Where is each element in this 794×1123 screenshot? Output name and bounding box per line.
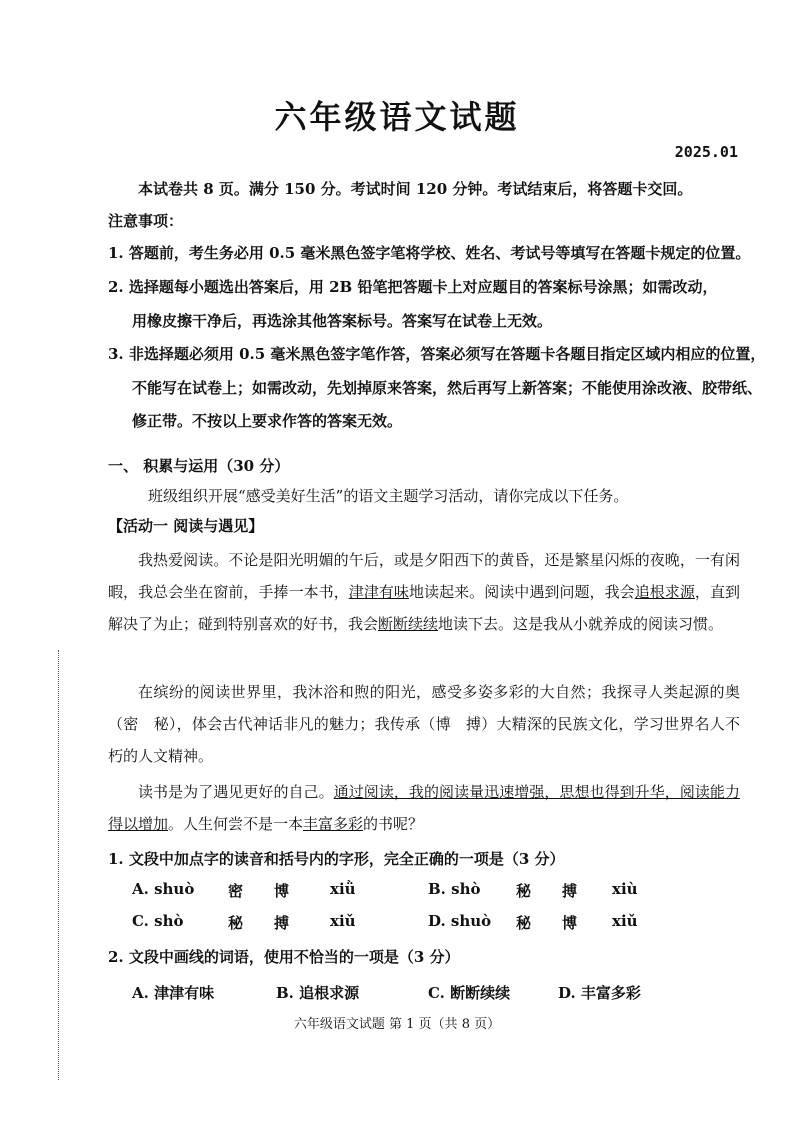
option-d-char-2: 博	[562, 914, 578, 932]
option-a-char-1: 密	[228, 882, 244, 900]
option-b: B. 追根求源	[276, 984, 360, 1002]
note-item-2-cont: 用橡皮擦干净后，再选涂其他答案标号。答案写在试卷上无效。	[132, 312, 553, 330]
note-item-3-cont-1: 不能写在试卷上；如需改动，先划掉原来答案，然后再写上新答案；不能使用涂改液、胶带纸、	[132, 379, 763, 397]
question-2-stem: 2. 文段中画线的词语，使用不恰当的一项是（3 分）	[108, 948, 460, 966]
option-d-pinyin: D. shuò	[428, 912, 492, 930]
option-c-pinyin: C. shò	[132, 912, 184, 930]
passage-paragraph-2: 在缤纷的阅读世界里，我沐浴和煦的阳光，感受多姿多彩的大自然；我探寻人类起源的奥（密 秘），体会古代神话非凡的魅力；我传承（博 搏）大精深的民族文化，学习世界名人不朽的人文精神。	[108, 683, 740, 765]
option-b-char-2: 搏	[562, 882, 578, 900]
passage-paragraph-3: 读书是为了遇见更好的自己。通过阅读，我的阅读量迅速增强，思想也得到升华，阅读能力得以增加。人生何尝不是一本丰富多彩的书呢？	[108, 783, 740, 833]
passage-paragraph-1: 我热爱阅读。不论是阳光明媚的午后，或是夕阳西下的黄昏，还是繁星闪烁的夜晚，一有闲暇，我总会坐在窗前，手捧一本书，津津有味地读起来。阅读中遇到问题，我会追根求源，直到解决了为止；碰到特别喜欢的好书，我会断断续续地读下去。这是我从小就养成的阅读习惯。	[108, 551, 740, 633]
underlined-phrase-3: 断断续续	[378, 615, 439, 633]
section-lead: 班级组织开展“感受美好生活”的语文主题学习活动，请你完成以下任务。	[148, 487, 629, 505]
option-d: D. 丰富多彩	[558, 984, 641, 1002]
page-footer: 六年级语文试题 第 1 页（共 8 页）	[293, 1017, 501, 1032]
exam-intro: 本试卷共 8 页。满分 150 分。考试时间 120 分钟。考试结束后，将答题卡交回。	[138, 180, 693, 198]
option-b-pinyin-2: xiù	[612, 880, 638, 898]
option-a: A. 津津有味	[132, 984, 215, 1002]
option-b-pinyin: B. shò	[428, 880, 481, 898]
option-c: C. 断断续续	[428, 984, 511, 1002]
activity-heading: 【活动一 阅读与遇见】	[108, 517, 264, 535]
question-1-stem: 1. 文段中加点字的读音和括号内的字形，完全正确的一项是（3 分）	[108, 850, 565, 868]
section-heading: 一、 积累与运用（30 分）	[108, 457, 290, 475]
option-c-char-1: 秘	[228, 914, 244, 932]
note-item-3-cont-2: 修正带。不按以上要求作答的答案无效。	[132, 412, 403, 430]
underlined-sentence: 通过阅读，我的阅读量迅速增强，思想也得到升华，阅读能力得以增加	[108, 783, 740, 833]
note-item-3: 3. 非选择题必须用 0.5 毫米黑色签字笔作答，答案必须写在答题卡各题目指定区域内相应的位置，	[108, 345, 766, 363]
notes-heading: 注意事项：	[108, 212, 184, 230]
page-title: 六年级语文试题	[274, 98, 520, 136]
note-item-2: 2. 选择题每小题选出答案后，用 2B 铅笔把答题卡上对应题目的答案标号涂黑；如需改动，	[108, 278, 718, 296]
option-d-pinyin-2: xiǔ	[612, 912, 638, 930]
option-c-pinyin-2: xiǔ	[330, 912, 356, 930]
option-a-pinyin: A. shuò	[132, 880, 195, 898]
underlined-phrase-2: 追根求源	[634, 583, 695, 601]
underlined-phrase-1: 津津有味	[348, 583, 409, 601]
option-a-pinyin-2: xiǜ	[330, 880, 356, 898]
option-b-char-1: 秘	[516, 882, 532, 900]
binding-margin-line	[58, 650, 59, 1080]
underlined-phrase-4: 丰富多彩	[303, 815, 364, 833]
note-item-1: 1. 答题前，考生务必用 0.5 毫米黑色签字笔将学校、姓名、考试号等填写在答题卡规定的位置。	[108, 244, 751, 262]
exam-date: 2025.01	[674, 143, 738, 161]
option-a-char-2: 博	[274, 882, 290, 900]
option-c-char-2: 搏	[274, 914, 290, 932]
option-d-char-1: 秘	[516, 914, 532, 932]
